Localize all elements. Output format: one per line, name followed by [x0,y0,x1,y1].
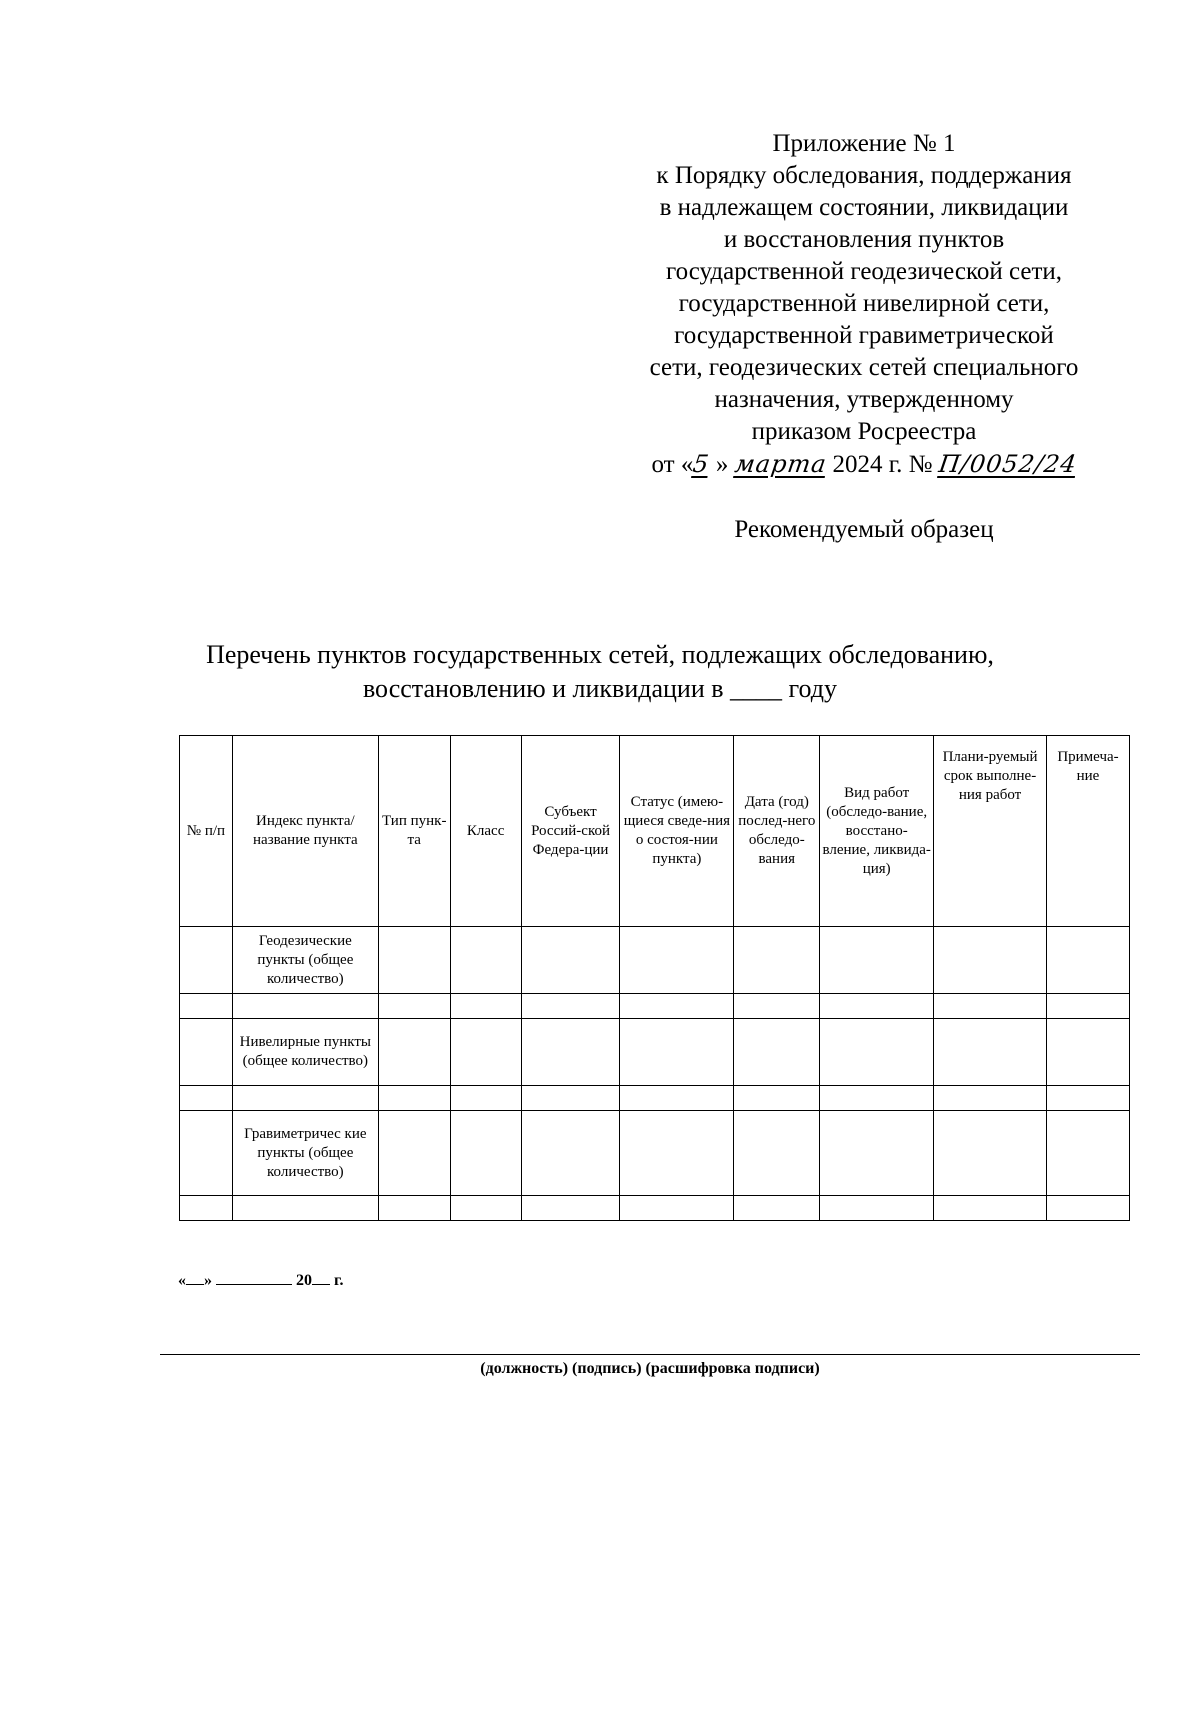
table-cell[interactable] [232,1196,378,1221]
table-cell[interactable] [521,927,620,994]
table-cell[interactable] [180,1019,233,1086]
signature-caption: (должность) (подпись) (расшифровка подписи) [480,1360,820,1377]
table-cell[interactable] [450,1111,521,1196]
table-cell[interactable] [180,994,233,1019]
header-cell: Субъект Россий-ской Федера-ции [521,736,620,927]
row-label-cell: Геодезические пункты (общее количество) [232,927,378,994]
appendix-line: приказом Росреестра [751,418,977,445]
table-cell[interactable] [1046,927,1129,994]
table-cell[interactable] [820,1019,934,1086]
order-month-handwritten: марта [732,450,829,478]
table-cell[interactable] [521,1086,620,1111]
appendix-line: государственной нивелирной сети, [678,290,1050,317]
table-cell[interactable] [232,994,378,1019]
table-row [180,1111,1130,1196]
table-cell[interactable] [934,994,1047,1019]
appendix-line: и восстановления пунктов [723,226,1005,253]
table-cell[interactable] [734,994,820,1019]
table-header-row [180,736,1130,927]
appendix-line: назначения, утвержденному [714,386,1014,413]
table-cell[interactable] [521,1196,620,1221]
year-suffix: г. [334,1272,344,1289]
list-title-line: Перечень пунктов государственных сетей, подлежащих обследованию, [206,640,994,669]
table-cell[interactable] [620,927,734,994]
table-cell[interactable] [1046,1196,1129,1221]
table-cell[interactable] [934,1111,1047,1196]
table-cell[interactable] [450,1086,521,1111]
table-cell[interactable] [180,1196,233,1221]
table-cell[interactable] [521,1111,620,1196]
table-cell[interactable] [450,994,521,1019]
date-quote-close: » [204,1272,212,1289]
table-row [180,927,1130,994]
header-cell: Плани-руемый срок выполне-ния работ [934,736,1047,927]
appendix-line: к Порядку обследования, поддержания [656,162,1072,189]
table-cell[interactable] [180,927,233,994]
signature-line[interactable] [160,1354,1140,1355]
header-cell: Класс [450,736,521,927]
header-cell: Статус (имею-щиеся сведе-ния о состоя-нии пункта) [620,736,734,927]
table-cell[interactable] [820,927,934,994]
table-cell[interactable] [620,994,734,1019]
order-number-handwritten: П/0052/24 [936,450,1079,478]
order-prefix: от « [651,451,694,478]
order-year: 2024 г. № [832,451,933,478]
table-cell[interactable] [820,1086,934,1111]
table-row [180,1019,1130,1086]
year-blank[interactable] [312,1268,330,1285]
table-cell[interactable] [734,1196,820,1221]
table-cell[interactable] [378,1111,450,1196]
table-cell[interactable] [934,1019,1047,1086]
table-row [180,994,1130,1019]
appendix-block [614,128,1114,481]
table-cell[interactable] [450,1019,521,1086]
table-cell[interactable] [1046,994,1129,1019]
table-cell[interactable] [521,1019,620,1086]
date-quote-open: « [178,1272,186,1289]
table-cell[interactable] [734,1111,820,1196]
table-cell[interactable] [378,927,450,994]
row-label-cell: Нивелирные пункты (общее количество) [232,1019,378,1086]
table-cell[interactable] [734,927,820,994]
table-cell[interactable] [378,1019,450,1086]
row-label-cell: Гравиметричес кие пункты (общее количество) [232,1111,378,1196]
table-cell[interactable] [1046,1111,1129,1196]
table-row [180,1086,1130,1111]
table-cell[interactable] [378,1086,450,1111]
header-cell: Индекс пункта/ название пункта [232,736,378,927]
header-cell: Вид работ (обследо-вание, восстано-вление, ликвида-ция) [820,736,934,927]
table-cell[interactable] [934,927,1047,994]
month-blank[interactable] [216,1268,292,1285]
sample-label: Рекомендуемый образец [734,516,994,543]
appendix-line: в надлежащем состоянии, ликвидации [659,194,1069,221]
table-cell[interactable] [734,1019,820,1086]
order-reference [614,448,1114,481]
table-cell[interactable] [450,1196,521,1221]
order-day-handwritten: 5 [691,450,712,478]
order-mid: » [715,451,729,478]
list-title-line: восстановлению и ликвидации в ____ году [362,674,838,703]
header-cell: Тип пунк-та [378,736,450,927]
appendix-line: Приложение № 1 [772,130,956,157]
table-cell[interactable] [1046,1086,1129,1111]
table-cell[interactable] [934,1086,1047,1111]
list-title [100,638,1100,706]
table-cell[interactable] [620,1086,734,1111]
table-row [180,1196,1130,1221]
header-cell: Дата (год) послед-него обследо-вания [734,736,820,927]
appendix-line: сети, геодезических сетей специального [649,354,1079,381]
appendix-line: государственной геодезической сети, [665,258,1063,285]
appendix-line: государственной гравиметрической [674,322,1054,349]
table-cell[interactable] [620,1019,734,1086]
table-cell[interactable] [378,994,450,1019]
header-cell: Примеча-ние [1046,736,1129,927]
table-cell[interactable] [180,1086,233,1111]
table-cell[interactable] [620,1196,734,1221]
table-cell[interactable] [232,1086,378,1111]
day-blank[interactable] [186,1268,204,1285]
table-cell[interactable] [820,1111,934,1196]
date-line [178,1268,343,1290]
table-cell[interactable] [521,994,620,1019]
table-cell[interactable] [820,1196,934,1221]
table-cell[interactable] [1046,1019,1129,1086]
table-cell[interactable] [734,1086,820,1111]
table-cell[interactable] [620,1111,734,1196]
points-table [179,735,1130,1221]
header-cell: № п/п [180,736,233,927]
table-cell[interactable] [934,1196,1047,1221]
table-cell[interactable] [820,994,934,1019]
table-cell[interactable] [180,1111,233,1196]
table-cell[interactable] [450,927,521,994]
year-prefix: 20 [296,1272,312,1289]
table-cell[interactable] [378,1196,450,1221]
